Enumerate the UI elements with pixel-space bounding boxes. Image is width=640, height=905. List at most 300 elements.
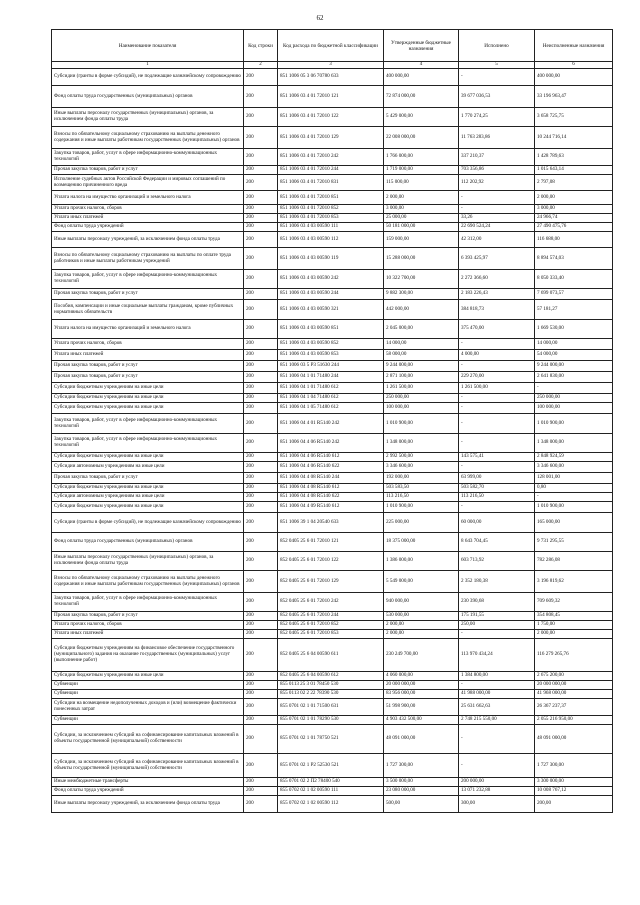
- unexecuted-amount: 27 490 475,76: [535, 223, 613, 232]
- approved-amount: 3 346 600,00: [384, 462, 459, 473]
- unexecuted-amount: 3 346 600,00: [535, 462, 613, 473]
- budget-code: 851 1006 39 1 04 20540 633: [278, 513, 384, 533]
- executed-amount: 22 690 524,24: [459, 223, 535, 232]
- indicator-name: Прочая закупка товаров, работ и услуг: [52, 372, 244, 383]
- indicator-name: Иные выплаты персоналу государственных (муниципальных) органов, за исключением фонда оплаты труда: [52, 552, 244, 571]
- line-code: 200: [244, 699, 278, 716]
- line-code: 200: [244, 513, 278, 533]
- line-code: 200: [244, 320, 278, 339]
- table-row: [52, 552, 613, 571]
- indicator-name: Уплата прочих налогов, сборов: [52, 205, 244, 214]
- indicator-name: Иные межбюджетные трансферты: [52, 778, 244, 787]
- approved-amount: 192 000,00: [384, 473, 459, 484]
- table-row: [52, 205, 613, 214]
- indicator-name: Субсидии автономным учреждениям на иные цели: [52, 462, 244, 473]
- budget-code: 851 1006 03 4 03 00590 244: [278, 289, 384, 300]
- executed-amount: -: [459, 69, 535, 86]
- approved-amount: 5 549 000,00: [384, 571, 459, 593]
- budget-code: 855 0701 02 2 П2 78400 540: [278, 778, 384, 787]
- table-row: [52, 699, 613, 716]
- budget-code: 851 1006 04 4 06 R5140 612: [278, 453, 384, 462]
- unexecuted-amount: 1 010 900,00: [535, 414, 613, 434]
- approved-amount: 530 000,00: [384, 612, 459, 621]
- table-row: [52, 248, 613, 270]
- approved-amount: 159 000,00: [384, 232, 459, 248]
- budget-code: 852 0405 25 6 01 72010 242: [278, 593, 384, 612]
- approved-amount: 2 000,00: [384, 191, 459, 205]
- approved-amount: 115 000,00: [384, 175, 459, 191]
- approved-amount: 51 998 900,00: [384, 699, 459, 716]
- budget-code: 852 0405 25 6 01 72010 122: [278, 552, 384, 571]
- table-row: [52, 232, 613, 248]
- table-row: [52, 725, 613, 754]
- indicator-name: Субсидии (гранты в форме субсидий), не подлежащие казначейскому сопровождению: [52, 69, 244, 86]
- approved-amount: 442 000,00: [384, 300, 459, 320]
- table-row: [52, 270, 613, 289]
- executed-amount: 230 390,68: [459, 593, 535, 612]
- budget-code: 851 1006 04 1 05 71480 612: [278, 403, 384, 414]
- table-row: [52, 69, 613, 86]
- executed-amount: -: [459, 630, 535, 639]
- unexecuted-amount: 8 050 333,40: [535, 270, 613, 289]
- indicator-name: Субсидии, за исключением субсидий на софинансирование капитальных вложений в объекты государственной (муниципальной) собственности: [52, 725, 244, 754]
- line-code: 200: [244, 639, 278, 672]
- line-code: 200: [244, 248, 278, 270]
- executed-amount: 337 210,37: [459, 149, 535, 166]
- indicator-name: Субсидии, за исключением субсидий на софинансирование капитальных вложений в объекты государственной (муниципальной) собственности: [52, 754, 244, 778]
- line-code: 200: [244, 361, 278, 372]
- executed-amount: 2 748 215 550,00: [459, 716, 535, 725]
- approved-amount: 230 249 700,00: [384, 639, 459, 672]
- approved-amount: 1 766 000,00: [384, 149, 459, 166]
- budget-code: 852 0405 25 6 01 72010 852: [278, 621, 384, 630]
- approved-amount: 100 000,00: [384, 403, 459, 414]
- line-code: 200: [244, 414, 278, 434]
- executed-amount: 300,00: [459, 796, 535, 813]
- executed-amount: 113 216,50: [459, 493, 535, 502]
- budget-code: 851 1006 03 4 01 72010 242: [278, 149, 384, 166]
- line-code: 200: [244, 205, 278, 214]
- executed-amount: -: [459, 725, 535, 754]
- budget-code: 852 0405 25 6 01 72010 121: [278, 533, 384, 552]
- line-code: 200: [244, 672, 278, 681]
- approved-amount: 2 871 100,00: [384, 372, 459, 383]
- indicator-name: Уплата прочих налогов, сборов: [52, 621, 244, 630]
- indicator-name: Прочая закупка товаров, работ и услуг: [52, 473, 244, 484]
- line-code: 200: [244, 690, 278, 699]
- unexecuted-amount: 24 966,74: [535, 214, 613, 223]
- indicator-name: Субсидии бюджетным учреждениям на иные цели: [52, 383, 244, 394]
- line-code: 200: [244, 86, 278, 108]
- line-code: 200: [244, 754, 278, 778]
- approved-amount: 18 375 000,00: [384, 533, 459, 552]
- unexecuted-amount: 100 000,00: [535, 403, 613, 414]
- approved-amount: 58 000,00: [384, 350, 459, 361]
- budget-code: 852 0405 25 6 01 72010 853: [278, 630, 384, 639]
- table-row: [52, 372, 613, 383]
- executed-amount: 1 261 500,00: [459, 383, 535, 394]
- executed-amount: 2 183 226,43: [459, 289, 535, 300]
- indicator-name: Закупка товаров, работ, услуг в сфере информационно-коммуникационных технологий: [52, 270, 244, 289]
- budget-code: 851 1006 03 4 03 00590 321: [278, 300, 384, 320]
- budget-code: 851 1006 03 4 03 00590 242: [278, 270, 384, 289]
- approved-amount: 83 956 000,00: [384, 690, 459, 699]
- budget-code: 852 0405 25 6 01 72010 129: [278, 571, 384, 593]
- indicator-name: Иные выплаты персоналу учреждений, за исключением фонда оплаты труда: [52, 232, 244, 248]
- indicator-name: Уплата налога на имущество организаций и земельного налога: [52, 320, 244, 339]
- column-number: 2: [244, 62, 278, 69]
- table-row: [52, 778, 613, 787]
- approved-amount: 48 091 000,00: [384, 725, 459, 754]
- table-row: [52, 473, 613, 484]
- budget-code: 851 1006 03 4 03 00590 852: [278, 339, 384, 350]
- line-code: 200: [244, 681, 278, 690]
- table-header-row: [52, 30, 613, 62]
- budget-code: 855 0701 02 1 P2 52530 521: [278, 754, 384, 778]
- table-row: [52, 339, 613, 350]
- header-name: Наименование показателя: [52, 30, 244, 62]
- approved-amount: 20 000 000,00: [384, 681, 459, 690]
- unexecuted-amount: 3 658 725,75: [535, 108, 613, 127]
- executed-amount: -: [459, 205, 535, 214]
- executed-amount: -: [459, 502, 535, 513]
- line-code: 200: [244, 462, 278, 473]
- executed-amount: 503 582,70: [459, 484, 535, 493]
- executed-amount: -: [459, 462, 535, 473]
- line-code: 200: [244, 502, 278, 513]
- indicator-name: Прочая закупка товаров, работ и услуг: [52, 612, 244, 621]
- approved-amount: 500,00: [384, 796, 459, 813]
- budget-code: 851 1006 04 4 06 R5140 242: [278, 434, 384, 453]
- unexecuted-amount: 9 731 295,55: [535, 533, 613, 552]
- line-code: 200: [244, 270, 278, 289]
- budget-code: 851 1006 04 4 08 R5140 244: [278, 473, 384, 484]
- unexecuted-amount: 0,80: [535, 484, 613, 493]
- line-code: 200: [244, 484, 278, 493]
- line-code: 200: [244, 350, 278, 361]
- budget-code: 855 0701 02 1 01 78290 530: [278, 716, 384, 725]
- line-code: 200: [244, 300, 278, 320]
- executed-amount: 41 988 000,00: [459, 690, 535, 699]
- indicator-name: Уплата иных платежей: [52, 214, 244, 223]
- unexecuted-amount: 1 750,00: [535, 621, 613, 630]
- indicator-name: Уплата иных платежей: [52, 630, 244, 639]
- indicator-name: Уплата налога на имущество организаций и земельного налога: [52, 191, 244, 205]
- indicator-name: Закупка товаров, работ, услуг в сфере информационно-коммуникационных технологий: [52, 149, 244, 166]
- unexecuted-amount: 41 968 000,00: [535, 690, 613, 699]
- line-code: 200: [244, 223, 278, 232]
- column-number: 6: [535, 62, 613, 69]
- unexecuted-amount: 7 699 073,57: [535, 289, 613, 300]
- header-unexecuted: Неисполненные назначения: [535, 30, 613, 62]
- unexecuted-amount: 2 675 200,00: [535, 672, 613, 681]
- budget-code: 851 1006 04 1 04 71480 612: [278, 394, 384, 403]
- budget-code: 851 1006 03 4 01 72010 244: [278, 166, 384, 175]
- line-code: 200: [244, 434, 278, 453]
- budget-code: 851 1006 03 4 03 00590 851: [278, 320, 384, 339]
- indicator-name: Исполнение судебных актов Российской Федерации и мировых соглашений по возмещению причиненного вреда: [52, 175, 244, 191]
- line-code: 200: [244, 149, 278, 166]
- indicator-name: Субсидии бюджетным учреждениям на иные цели: [52, 484, 244, 493]
- line-code: 200: [244, 716, 278, 725]
- budget-code: 851 1006 05 3 06 70780 633: [278, 69, 384, 86]
- table-row: [52, 716, 613, 725]
- table-row: [52, 86, 613, 108]
- executed-amount: 8 643 704,45: [459, 533, 535, 552]
- executed-amount: 1 384 800,00: [459, 672, 535, 681]
- approved-amount: 4 060 000,00: [384, 672, 459, 681]
- budget-code: 855 0113 25 3 01 78450 530: [278, 681, 384, 690]
- table-row: [52, 796, 613, 813]
- executed-amount: 63 999,00: [459, 473, 535, 484]
- executed-amount: 11 763 283,86: [459, 127, 535, 149]
- unexecuted-amount: 1 015 643,14: [535, 166, 613, 175]
- unexecuted-amount: 2 797,08: [535, 175, 613, 191]
- indicator-name: Закупка товаров, работ, услуг в сфере информационно-коммуникационных технологий: [52, 593, 244, 612]
- column-number: 5: [459, 62, 535, 69]
- budget-code: 855 0701 02 1 01 71500 631: [278, 699, 384, 716]
- budget-code: 851 1006 03 4 01 72010 851: [278, 191, 384, 205]
- budget-code: 855 0702 02 1 02 00590 111: [278, 787, 384, 796]
- line-code: 200: [244, 383, 278, 394]
- line-code: 200: [244, 69, 278, 86]
- table-row: [52, 361, 613, 372]
- executed-amount: -: [459, 339, 535, 350]
- executed-amount: 25 631 662,63: [459, 699, 535, 716]
- approved-amount: 50 181 000,00: [384, 223, 459, 232]
- table-row: [52, 300, 613, 320]
- approved-amount: 1 010 900,00: [384, 502, 459, 513]
- indicator-name: Фонд оплаты труда государственных (муниципальных) органов: [52, 86, 244, 108]
- table-row: [52, 350, 613, 361]
- unexecuted-amount: 116 279 265,76: [535, 639, 613, 672]
- approved-amount: 1 719 000,00: [384, 166, 459, 175]
- approved-amount: 2 000,00: [384, 630, 459, 639]
- column-number: 3: [278, 62, 384, 69]
- budget-code: 851 1006 04 1 01 71480 244: [278, 372, 384, 383]
- budget-code: 851 1006 04 4 08 R5140 622: [278, 493, 384, 502]
- budget-code: 855 0701 02 1 01 78750 521: [278, 725, 384, 754]
- line-code: 200: [244, 339, 278, 350]
- approved-amount: 9 882 300,00: [384, 289, 459, 300]
- unexecuted-amount: 400 000,00: [535, 69, 613, 86]
- line-code: 200: [244, 621, 278, 630]
- table-row: [52, 493, 613, 502]
- unexecuted-amount: 2 055 216 950,00: [535, 716, 613, 725]
- unexecuted-amount: 250 000,00: [535, 394, 613, 403]
- table-row: [52, 403, 613, 414]
- unexecuted-amount: 10 008 767,12: [535, 787, 613, 796]
- indicator-name: Фонд оплаты труда государственных (муниципальных) органов: [52, 533, 244, 552]
- approved-amount: 25 000,00: [384, 214, 459, 223]
- executed-amount: -: [459, 403, 535, 414]
- indicator-name: Субсидии бюджетным учреждениям на иные цели: [52, 403, 244, 414]
- table-row: [52, 191, 613, 205]
- approved-amount: 4 903 432 500,00: [384, 716, 459, 725]
- table-row: [52, 690, 613, 699]
- table-row: [52, 223, 613, 232]
- unexecuted-amount: 116 688,00: [535, 232, 613, 248]
- executed-amount: -: [459, 394, 535, 403]
- executed-amount: 13 071 232,88: [459, 787, 535, 796]
- approved-amount: 5 429 000,00: [384, 108, 459, 127]
- indicator-name: Прочая закупка товаров, работ и услуг: [52, 289, 244, 300]
- executed-amount: 33,26: [459, 214, 535, 223]
- unexecuted-amount: 54 000,00: [535, 350, 613, 361]
- unexecuted-amount: 48 091 000,00: [535, 725, 613, 754]
- approved-amount: 2 045 000,00: [384, 320, 459, 339]
- indicator-name: Субсидии бюджетным учреждениям на финансовое обеспечение государственного (муниципального) задания на оказание государственных (муниципальных) услуг (выполнение работ): [52, 639, 244, 672]
- approved-amount: 14 000,00: [384, 339, 459, 350]
- line-code: 200: [244, 493, 278, 502]
- line-code: 200: [244, 372, 278, 383]
- executed-amount: -: [459, 754, 535, 778]
- budget-code: 851 1006 03 4 01 72010 852: [278, 205, 384, 214]
- line-code: 200: [244, 630, 278, 639]
- unexecuted-amount: 1 727 300,00: [535, 754, 613, 778]
- budget-code: 851 1006 03 5 P3 51630 244: [278, 361, 384, 372]
- budget-code: 851 1006 04 4 01 R5140 242: [278, 414, 384, 434]
- line-code: 200: [244, 571, 278, 593]
- approved-amount: 22 008 000,00: [384, 127, 459, 149]
- unexecuted-amount: 20 000 000,00: [535, 681, 613, 690]
- executed-amount: -: [459, 361, 535, 372]
- approved-amount: 10 322 700,00: [384, 270, 459, 289]
- table-row: [52, 681, 613, 690]
- indicator-name: Уплата прочих налогов, сборов: [52, 339, 244, 350]
- column-number: 4: [384, 62, 459, 69]
- table-row: [52, 462, 613, 473]
- budget-code: 851 1006 03 4 01 72010 122: [278, 108, 384, 127]
- indicator-name: Субсидии бюджетным учреждениям на иные цели: [52, 394, 244, 403]
- executed-amount: -: [459, 191, 535, 205]
- budget-execution-table: [51, 29, 613, 813]
- indicator-name: Прочая закупка товаров, работ и услуг: [52, 361, 244, 372]
- indicator-name: Субвенции: [52, 716, 244, 725]
- table-row: [52, 754, 613, 778]
- header-budget-code: Код расхода по бюджетной классификации: [278, 30, 384, 62]
- budget-code: 851 1006 04 4 08 R5140 612: [278, 484, 384, 493]
- executed-amount: 200 000,00: [459, 778, 535, 787]
- budget-code: 851 1006 03 4 01 72010 129: [278, 127, 384, 149]
- unexecuted-amount: 10 244 716,14: [535, 127, 613, 149]
- unexecuted-amount: 128 001,00: [535, 473, 613, 484]
- line-code: 200: [244, 593, 278, 612]
- approved-amount: 23 080 000,00: [384, 787, 459, 796]
- approved-amount: 2 992 500,00: [384, 453, 459, 462]
- line-code: 200: [244, 214, 278, 223]
- approved-amount: 1 010 900,00: [384, 414, 459, 434]
- indicator-name: Иные выплаты персоналу государственных (муниципальных) органов, за исключением фонда оплаты труда: [52, 108, 244, 127]
- unexecuted-amount: 26 367 237,37: [535, 699, 613, 716]
- approved-amount: 15 288 000,00: [384, 248, 459, 270]
- budget-code: 851 1006 04 4 09 R5140 612: [278, 502, 384, 513]
- indicator-name: Фонд оплаты труда учреждений: [52, 223, 244, 232]
- indicator-name: Уплата иных платежей: [52, 350, 244, 361]
- approved-amount: 1 386 000,00: [384, 552, 459, 571]
- unexecuted-amount: 2 641 830,00: [535, 372, 613, 383]
- line-code: 200: [244, 127, 278, 149]
- table-row: [52, 593, 613, 612]
- line-code: 200: [244, 191, 278, 205]
- indicator-name: Взносы по обязательному социальному страхованию на выплаты по оплате труда работников и иные выплаты работникам учреждений: [52, 248, 244, 270]
- approved-amount: 9 244 000,00: [384, 361, 459, 372]
- table-row: [52, 149, 613, 166]
- executed-amount: 143 575,41: [459, 453, 535, 462]
- unexecuted-amount: 3 000,00: [535, 205, 613, 214]
- table-row: [52, 621, 613, 630]
- line-code: 200: [244, 612, 278, 621]
- line-code: 200: [244, 453, 278, 462]
- executed-amount: -: [459, 414, 535, 434]
- budget-code: 851 1006 04 1 01 71480 612: [278, 383, 384, 394]
- budget-code: 852 0405 25 6 01 72010 244: [278, 612, 384, 621]
- executed-amount: 384 818,73: [459, 300, 535, 320]
- approved-amount: 2 000,00: [384, 621, 459, 630]
- budget-code: 855 0702 02 1 02 00590 112: [278, 796, 384, 813]
- line-code: 200: [244, 725, 278, 754]
- unexecuted-amount: 1 348 000,00: [535, 434, 613, 453]
- approved-amount: 250 000,00: [384, 394, 459, 403]
- table-row: [52, 394, 613, 403]
- unexecuted-amount: 200,00: [535, 796, 613, 813]
- table-row: [52, 787, 613, 796]
- unexecuted-amount: -: [535, 493, 613, 502]
- budget-code: 851 1006 03 4 03 00590 111: [278, 223, 384, 232]
- table-row: [52, 453, 613, 462]
- approved-amount: 3 000,00: [384, 205, 459, 214]
- executed-amount: 703 356,86: [459, 166, 535, 175]
- executed-amount: -: [459, 681, 535, 690]
- indicator-name: Субсидии автономным учреждениям на иные цели: [52, 493, 244, 502]
- indicator-name: Субсидии на возмещение недополученных доходов и (или) возмещение фактически понесенных затрат: [52, 699, 244, 716]
- approved-amount: 72 874 000,00: [384, 86, 459, 108]
- page-number: 62: [316, 14, 324, 22]
- table-row: [52, 513, 613, 533]
- executed-amount: 112 202,92: [459, 175, 535, 191]
- executed-amount: 2 352 180,38: [459, 571, 535, 593]
- column-number: 1: [52, 62, 244, 69]
- unexecuted-amount: 1 010 900,00: [535, 502, 613, 513]
- table-row: [52, 127, 613, 149]
- header-approved: Утвержденные бюджетные назначения: [384, 30, 459, 62]
- table-row: [52, 289, 613, 300]
- table-row: [52, 108, 613, 127]
- line-code: 200: [244, 403, 278, 414]
- indicator-name: Закупка товаров, работ, услуг в сфере информационно-коммуникационных технологий: [52, 434, 244, 453]
- table-row: [52, 214, 613, 223]
- line-code: 200: [244, 289, 278, 300]
- unexecuted-amount: 9 244 000,00: [535, 361, 613, 372]
- indicator-name: Пособия, компенсации и иные социальные выплаты гражданам, кроме публичных нормативных обязательств: [52, 300, 244, 320]
- line-code: 200: [244, 552, 278, 571]
- unexecuted-amount: 1 428 789,63: [535, 149, 613, 166]
- line-code: 200: [244, 108, 278, 127]
- line-code: 200: [244, 166, 278, 175]
- budget-code: 851 1006 03 4 03 00590 112: [278, 232, 384, 248]
- table-row: [52, 175, 613, 191]
- table-row: [52, 383, 613, 394]
- unexecuted-amount: 33 196 963,47: [535, 86, 613, 108]
- unexecuted-amount: 782 286,08: [535, 552, 613, 571]
- header-line-code: Код строки: [244, 30, 278, 62]
- indicator-name: Субсидии (гранты в форме субсидий), не подлежащие казначейскому сопровождению: [52, 513, 244, 533]
- approved-amount: 503 583,50: [384, 484, 459, 493]
- unexecuted-amount: 3 300 000,00: [535, 778, 613, 787]
- table-row: [52, 320, 613, 339]
- executed-amount: 6 393 425,97: [459, 248, 535, 270]
- executed-amount: 60 000,00: [459, 513, 535, 533]
